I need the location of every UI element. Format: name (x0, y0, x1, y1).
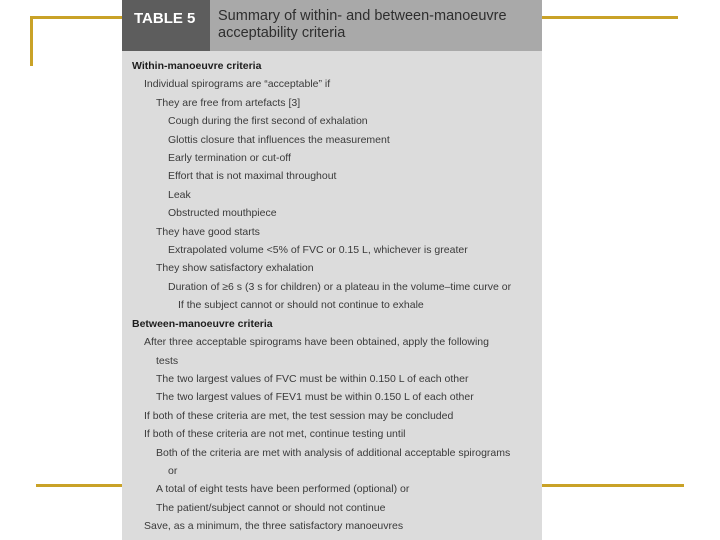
criteria-row: Duration of ≥6 s (3 s for children) or a plateau in the volume–time curve or (168, 280, 512, 293)
criteria-row: Glottis closure that influences the measurement (168, 133, 390, 146)
criteria-row: If both of these criteria are not met, continue testing until (144, 428, 406, 441)
table-title: Summary of within- and between-manoeuvre acceptability criteria (218, 8, 507, 41)
criteria-row: The two largest values of FVC must be within 0.150 L of each other (156, 372, 469, 385)
criteria-row: If the subject cannot or should not continue to exhale (178, 299, 424, 312)
decorative-rule-bottom-left (36, 484, 122, 487)
criteria-row: or (168, 464, 178, 477)
criteria-row: Effort that is not maximal throughout (168, 170, 337, 183)
table-number: TABLE 5 (122, 0, 210, 51)
section-heading-within: Within-manoeuvre criteria (132, 60, 262, 72)
criteria-row: They show satisfactory exhalation (156, 262, 314, 275)
decorative-rule-top-left (30, 16, 124, 19)
criteria-row: Cough during the first second of exhalation (168, 115, 368, 128)
criteria-row: A total of eight tests have been performed (optional) or (156, 483, 410, 496)
criteria-row: tests (156, 354, 179, 367)
criteria-row: They are free from artefacts [3] (156, 96, 301, 109)
decorative-rule-left-vertical (30, 16, 33, 66)
criteria-row: The two largest values of FEV1 must be within 0.150 L of each other (156, 391, 474, 404)
criteria-row: The patient/subject cannot or should not continue (156, 501, 386, 514)
section-heading-between: Between-manoeuvre criteria (132, 317, 273, 330)
criteria-row: After three acceptable spirograms have been obtained, apply the following (144, 336, 489, 349)
criteria-table (122, 0, 542, 540)
criteria-row: Early termination or cut-off (168, 152, 291, 165)
criteria-row: Extrapolated volume <5% of FVC or 0.15 L, whichever is greater (168, 244, 468, 257)
criteria-row: Both of the criteria are met with analysis of additional acceptable spirograms (156, 446, 511, 459)
criteria-row: They have good starts (156, 225, 260, 238)
table-header (122, 0, 542, 51)
criteria-row: Save, as a minimum, the three satisfactory manoeuvres (144, 520, 404, 533)
decorative-rule-bottom-right (542, 484, 684, 487)
criteria-row: Leak (168, 188, 191, 201)
decorative-rule-top-right (542, 16, 678, 19)
criteria-row: Individual spirograms are “acceptable” if (144, 78, 331, 91)
criteria-row: Obstructed mouthpiece (168, 207, 277, 220)
criteria-row: If both of these criteria are met, the test session may be concluded (144, 409, 454, 422)
table-body (122, 51, 542, 536)
